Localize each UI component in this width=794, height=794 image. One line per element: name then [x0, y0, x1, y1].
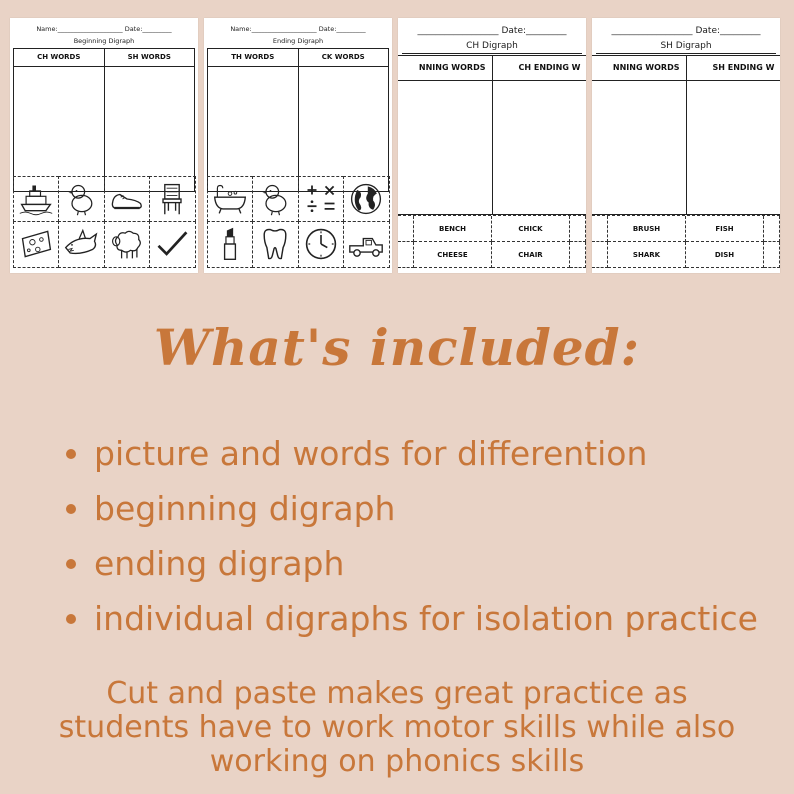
bath-icon: [207, 176, 254, 223]
worksheet-header: [10, 25, 198, 33]
check-icon: [149, 221, 196, 268]
name-label: Name:____________________: [36, 25, 123, 33]
list-item: [66, 536, 758, 591]
bullet-icon: [66, 504, 76, 514]
column-header: TH WORDS: [208, 49, 298, 67]
picture-grid: [13, 176, 195, 267]
chick-icon: [58, 176, 105, 223]
date-label: Date:_________: [501, 26, 567, 36]
column-header: CK WORDS: [299, 49, 389, 67]
word-card: SHARK: [608, 242, 686, 268]
bullet-icon: [66, 614, 76, 624]
word-card: CHAIR: [492, 242, 570, 268]
sort-table: [398, 55, 586, 215]
clock-icon: [298, 221, 345, 268]
worksheet-header: [204, 25, 392, 33]
list-item-text: picture and words for differention: [94, 434, 648, 473]
word-card: BENCH: [414, 216, 492, 242]
list-item-text: beginning digraph: [94, 489, 396, 528]
sheep-icon: [104, 221, 151, 268]
column-header: SH WORDS: [105, 49, 195, 67]
worksheet-ch-digraph: [398, 18, 586, 273]
picture-grid: [207, 176, 389, 267]
worksheet-subtitle: SH Digraph: [596, 41, 776, 54]
included-list: [66, 426, 758, 646]
list-item: [66, 426, 758, 481]
shark-icon: [58, 221, 105, 268]
sort-table: [592, 55, 780, 215]
worksheet-subtitle: Ending Digraph: [272, 37, 324, 45]
math-icon: [298, 176, 345, 223]
list-item: [66, 591, 758, 646]
date-label: Date:_________: [318, 25, 366, 33]
word-cards: [592, 215, 780, 268]
list-item-text: ending digraph: [94, 544, 345, 583]
word-card: CHEESE: [414, 242, 492, 268]
cheese-icon: [13, 221, 60, 268]
word-cards: [398, 215, 586, 268]
worksheet-ending-digraph: [204, 18, 392, 273]
list-item: [66, 481, 758, 536]
worksheet-sh-digraph: [592, 18, 780, 273]
shoe-icon: [104, 176, 151, 223]
name-line: __________________: [611, 26, 693, 36]
column-header: NNING WORDS: [592, 56, 686, 81]
word-card: DISH: [686, 242, 764, 268]
tooth-icon: [252, 221, 299, 268]
chair-icon: [149, 176, 196, 223]
word-card: BRUSH: [608, 216, 686, 242]
worksheet-beginning-digraph: [10, 18, 198, 273]
date-label: Date:_________: [124, 25, 172, 33]
word-card: FISH: [686, 216, 764, 242]
bullet-icon: [66, 449, 76, 459]
ship-icon: [13, 176, 60, 223]
name-line: __________________: [417, 26, 499, 36]
truck-icon: [343, 221, 390, 268]
column-header: NNING WORDS: [398, 56, 492, 81]
page-title: What's included:: [153, 318, 641, 377]
name-label: Name:____________________: [230, 25, 317, 33]
chick-icon: [252, 176, 299, 223]
closing-line: Cut and paste makes great practice as: [106, 676, 688, 711]
lipstick-icon: [207, 221, 254, 268]
worksheet-header: [596, 26, 776, 36]
worksheet-subtitle: CH Digraph: [402, 41, 582, 54]
sort-table: [13, 48, 195, 192]
closing-line: students have to work motor skills while also: [58, 710, 736, 745]
closing-paragraph: [0, 677, 794, 779]
column-header: CH ENDING W: [493, 56, 587, 81]
worksheet-subtitle: Beginning Digraph: [73, 37, 135, 45]
sort-table: [207, 48, 389, 192]
date-label: Date:_________: [695, 26, 761, 36]
closing-line: working on phonics skills: [209, 744, 585, 779]
earth-icon: [343, 176, 390, 223]
word-card: CHICK: [492, 216, 570, 242]
bullet-icon: [66, 559, 76, 569]
list-item-text: individual digraphs for isolation practice: [94, 599, 758, 638]
column-header: CH WORDS: [14, 49, 104, 67]
column-header: SH ENDING W: [687, 56, 781, 81]
worksheet-header: [402, 26, 582, 36]
